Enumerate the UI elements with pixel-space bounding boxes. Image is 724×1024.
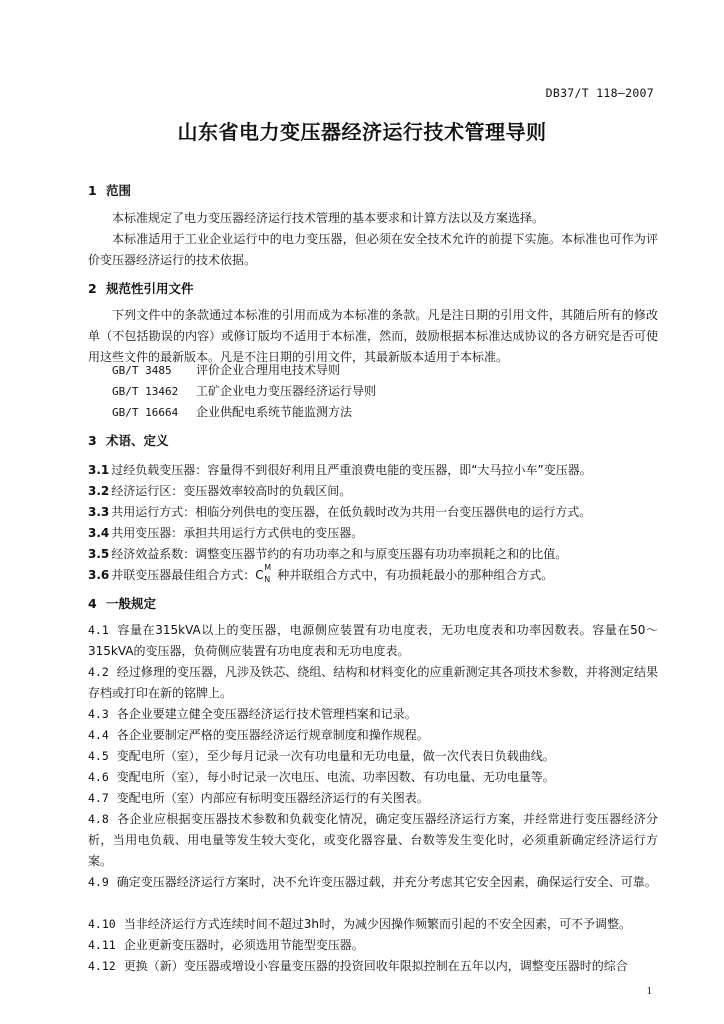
reference-code: GB/T 3485 xyxy=(112,364,172,377)
clause-number: 4.8 xyxy=(88,812,109,826)
clause-number: 4.11 xyxy=(88,938,116,952)
reference-name: 评价企业合理用电技术导则 xyxy=(196,363,341,377)
clause-item xyxy=(88,809,658,872)
clause-number: 4.12 xyxy=(88,959,116,973)
clause-number: 4.1 xyxy=(88,623,109,637)
term-number: 3.5 xyxy=(88,547,110,561)
section-number: 1 xyxy=(88,183,97,198)
combination-superscript: M xyxy=(264,563,272,572)
standard-code: DB37/T 118—2007 xyxy=(545,86,654,100)
clause-text: 当非经济运行方式连续时间不超过3h时，为减少因操作频繁而引起的不安全因素，可不予调整。 xyxy=(123,917,631,931)
reference-item xyxy=(112,403,352,420)
term-number: 3.2 xyxy=(88,484,110,498)
clause-item xyxy=(88,746,658,767)
term-item xyxy=(88,503,591,520)
clause-number: 4.5 xyxy=(88,749,109,763)
section-number: 3 xyxy=(88,433,97,448)
clause-number: 4.9 xyxy=(88,875,109,889)
reference-item xyxy=(112,382,376,399)
clause-number: 4.10 xyxy=(88,917,116,931)
term-text: 并联变压器最佳组合方式： xyxy=(111,568,256,582)
section-1-paragraph-2: 本标准适用于工业企业运行中的电力变压器，但必须在安全技术允许的前提下实施。本标准也可作为评价变压器经济运行的技术依据。 xyxy=(88,232,658,267)
term-number: 3.6 xyxy=(88,568,110,582)
clause-item xyxy=(88,956,658,977)
section-title: 规范性引用文件 xyxy=(106,281,194,296)
section-4-heading xyxy=(88,594,156,612)
term-number: 3.4 xyxy=(88,526,110,540)
term-text: 共用运行方式：相临分列供电的变压器，在低负载时改为共用一台变压器供电的运行方式。 xyxy=(111,505,592,519)
clause-number: 4.7 xyxy=(88,791,109,805)
term-item xyxy=(88,461,592,478)
term-item xyxy=(88,545,567,562)
term-item xyxy=(88,482,351,499)
clause-text: 容量在315kVA以上的变压器，电源侧应装置有功电度表，无功电度表和功率因数表。容量在50～315kVA的变压器，负荷侧应装置有功电度表和无功电度表。 xyxy=(88,623,658,658)
section-title: 范围 xyxy=(106,183,132,198)
reference-code: GB/T 13462 xyxy=(112,385,179,398)
section-2-paragraph-1: 下列文件中的条款通过本标准的引用而成为本标准的条款。凡是注日期的引用文件，其随后所有的修改单（不包括勘误的内容）或修订版均不适用于本标准，然而，鼓励根据本标准达成协议的各方研究是否可使用这些文件的最新版本。凡是不注日期的引用文件，其最新版本适用于本标准。 xyxy=(88,308,658,364)
reference-name: 工矿企业电力变压器经济运行导则 xyxy=(196,384,377,398)
clause-text: 各企业要建立健全变压器经济运行技术管理档案和记录。 xyxy=(116,707,417,721)
term-item xyxy=(88,563,554,584)
clause-number: 4.6 xyxy=(88,770,109,784)
section-title: 一般规定 xyxy=(106,596,157,611)
section-2-heading xyxy=(88,279,194,297)
clause-item xyxy=(88,767,658,788)
clause-text: 各企业应根据变压器技术参数和负载变化情况，确定变压器经济运行方案，并经常进行变压器经济分析，当用电负载、用电量等发生较大变化，或变化器容量、台数等发生变化时，必须重新确定经济运行方案。 xyxy=(88,812,658,868)
term-text: 过经负载变压器：容量得不到很好利用且严重浪费电能的变压器，即“大马拉小车”变压器。 xyxy=(111,463,592,477)
term-item xyxy=(88,524,363,541)
clause-number: 4.3 xyxy=(88,707,109,721)
page-number: 1 xyxy=(646,985,652,997)
clause-item xyxy=(88,914,658,935)
clause-item xyxy=(88,704,658,725)
clause-item xyxy=(88,725,658,746)
clause-number: 4.2 xyxy=(88,665,109,679)
reference-name: 企业供配电系统节能监测方法 xyxy=(196,405,353,419)
term-number: 3.1 xyxy=(88,463,110,477)
section-1-heading xyxy=(88,181,131,199)
clause-text: 经过修理的变压器，凡涉及铁芯、绕组、结构和材料变化的应重新测定其各项技术参数，并将测定结果存档或打印在新的铭牌上。 xyxy=(88,665,658,700)
reference-item xyxy=(112,361,340,378)
section-number: 2 xyxy=(88,281,97,296)
clause-item xyxy=(88,662,658,704)
section-number: 4 xyxy=(88,596,97,611)
term-text-continued: 种并联组合方式中，有功损耗最小的那种组合方式。 xyxy=(277,568,554,582)
clause-item xyxy=(88,872,658,893)
combination-symbol: C M N xyxy=(255,563,272,584)
term-text: 共用变压器：承担共用运行方式供电的变压器。 xyxy=(111,526,364,540)
section-3-heading xyxy=(88,431,169,449)
section-1-paragraph-1: 本标准规定了电力变压器经济运行技术管理的基本要求和计算方法以及方案选择。 xyxy=(112,211,545,225)
clause-item xyxy=(88,620,658,662)
clause-text: 企业更新变压器时，必须选用节能型变压器。 xyxy=(123,938,364,952)
clause-number: 4.4 xyxy=(88,728,109,742)
clause-item xyxy=(88,788,658,809)
clause-text: 各企业要制定严格的变压器经济运行规章制度和操作规程。 xyxy=(116,728,429,742)
clause-text: 更换（新）变压器或增设小容量变压器的投资回收年限拟控制在五年以内，调整变压器时的综合 xyxy=(123,959,628,973)
combination-subscript: N xyxy=(264,575,271,584)
clause-text: 变配电所（室）内部应有标明变压器经济运行的有关图表。 xyxy=(116,791,429,805)
term-number: 3.3 xyxy=(88,505,110,519)
document-title: 山东省电力变压器经济运行技术管理导则 xyxy=(177,120,547,144)
term-text: 经济效益系数：调整变压器节约的有功功率之和与原变压器有功功率损耗之和的比值。 xyxy=(111,547,568,561)
clause-item xyxy=(88,935,658,956)
section-title: 术语、定义 xyxy=(106,433,169,448)
clause-text: 变配电所（室），每小时记录一次电压、电流、功率因数、有功电量、无功电量等。 xyxy=(116,770,555,784)
clause-text: 确定变压器经济运行方案时，决不允许变压器过载，并充分考虑其它安全因素，确保运行安全、可靠。 xyxy=(116,875,657,889)
clause-text: 变配电所（室），至少每月记录一次有功电量和无功电量，做一次代表日负载曲线。 xyxy=(116,749,555,763)
term-text: 经济运行区：变压器效率较高时的负载区间。 xyxy=(111,484,352,498)
reference-code: GB/T 16664 xyxy=(112,406,179,419)
